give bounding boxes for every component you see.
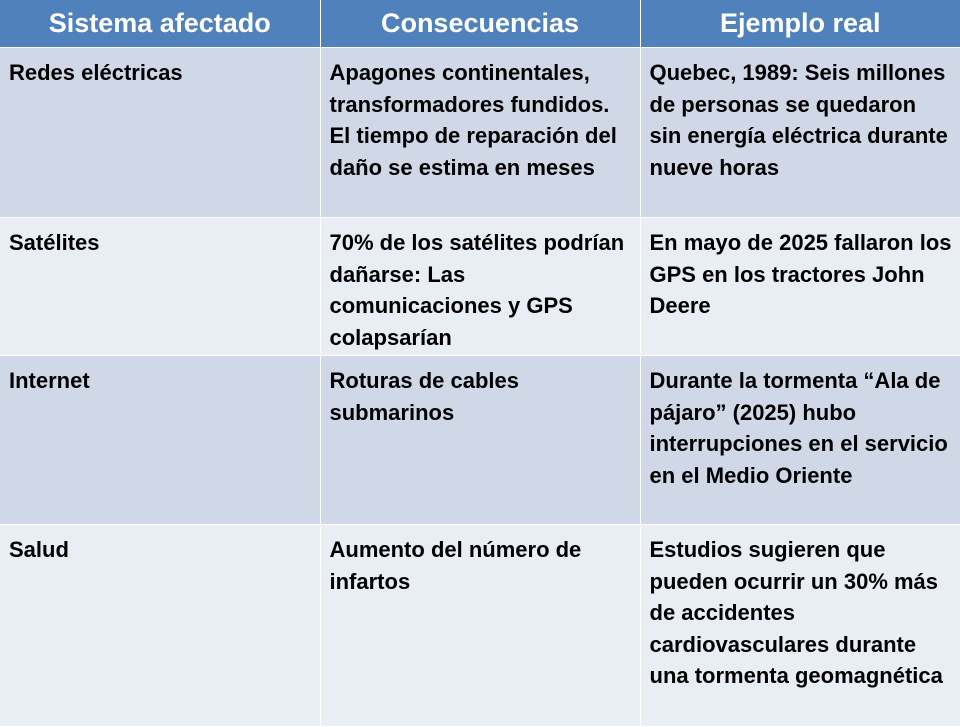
- cell-example: En mayo de 2025 fallaron los GPS en los tractores John Deere: [640, 218, 960, 356]
- cell-consequences: Aumento del número de infartos: [320, 525, 640, 727]
- cell-consequences: 70% de los satélites podrían dañarse: Las comunicaciones y GPS colapsarían: [320, 218, 640, 356]
- cell-example: Quebec, 1989: Seis millones de personas se quedaron sin energía eléctrica durante nueve horas: [640, 48, 960, 218]
- cell-system: Satélites: [0, 218, 320, 356]
- header-row: [0, 0, 960, 48]
- cell-system: Salud: [0, 525, 320, 727]
- header-example: Ejemplo real: [640, 0, 960, 48]
- table-row: [0, 525, 960, 727]
- cell-system: Internet: [0, 356, 320, 525]
- header-system: Sistema afectado: [0, 0, 320, 48]
- table-row: [0, 356, 960, 525]
- cell-system: Redes eléctricas: [0, 48, 320, 218]
- cell-consequences: Roturas de cables submarinos: [320, 356, 640, 525]
- table-row: [0, 218, 960, 356]
- table-row: [0, 48, 960, 218]
- header-consequences: Consecuencias: [320, 0, 640, 48]
- cell-consequences: Apagones continentales, transformadores fundidos. El tiempo de reparación del daño se estima en meses: [320, 48, 640, 218]
- cell-example: Estudios sugieren que pueden ocurrir un 30% más de accidentes cardiovasculares durante una tormenta geomagnética: [640, 525, 960, 727]
- cell-example: Durante la tormenta “Ala de pájaro” (2025) hubo interrupciones en el servicio en el Medio Oriente: [640, 356, 960, 525]
